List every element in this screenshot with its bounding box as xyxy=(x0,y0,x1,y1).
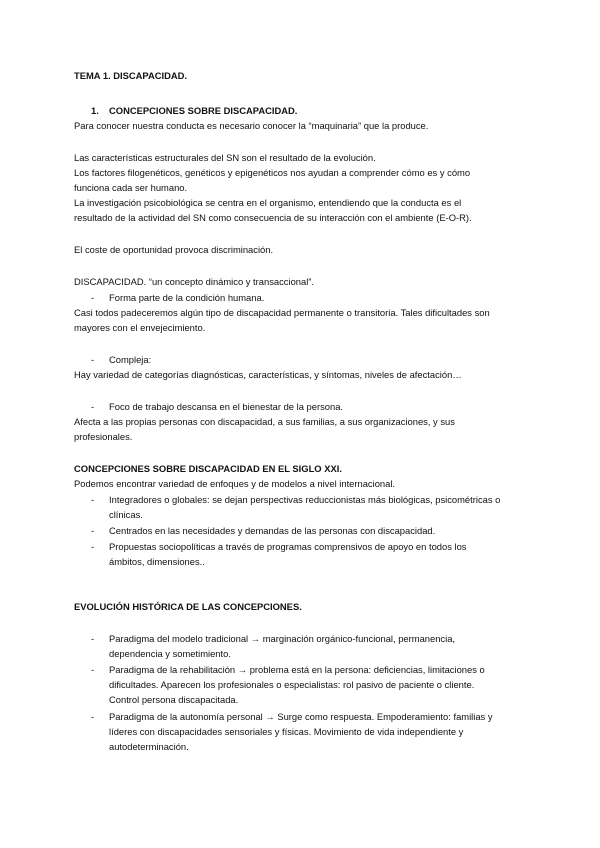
paragraph-line: Las características estructurales del SN son el resultado de la evolución. xyxy=(74,152,376,163)
paragraph-line: profesionales. xyxy=(74,431,133,442)
document-title: TEMA 1. DISCAPACIDAD. xyxy=(74,70,188,81)
paragraph-line: Afecta a las propias personas con discapacidad, a sus familias, a sus organizaciones, y sus xyxy=(74,416,455,427)
paragraph: Podemos encontrar variedad de enfoques y de modelos a nivel internacional. xyxy=(74,478,396,489)
section-heading: CONCEPCIONES SOBRE DISCAPACIDAD EN EL SIGLO XXI. xyxy=(74,463,342,474)
bullet-item-cont: líderes con discapacidades sensoriales y físicas. Movimiento de vida independiente y xyxy=(109,726,464,737)
bullet-item-cont: dificultades. Aparecen los profesionales o especialistas: rol pasivo de paciente o cliente. xyxy=(109,679,475,690)
paragraph-line: Casi todos padeceremos algún tipo de discapacidad permanente o transitoria. Tales dificultades son xyxy=(74,307,490,318)
bullet-dash: - xyxy=(91,711,95,722)
bullet-dash: - xyxy=(91,292,95,303)
section-number: 1. xyxy=(91,105,99,116)
bullet-item: Forma parte de la condición humana. xyxy=(109,292,265,303)
bullet-dash: - xyxy=(91,633,95,644)
bullet-item: Integradores o globales: se dejan perspectivas reduccionistas más biológicas, psicométricas o xyxy=(109,494,501,505)
definition: DISCAPACIDAD. “un concepto dinámico y transaccional”. xyxy=(74,276,315,287)
paragraph-line: mayores con el envejecimiento. xyxy=(74,322,206,333)
bullet-dash: - xyxy=(91,664,95,675)
bullet-dash: - xyxy=(91,354,95,365)
bullet-dash: - xyxy=(91,541,95,552)
bullet-item: Compleja: xyxy=(109,354,152,365)
bullet-dash: - xyxy=(91,401,95,412)
paragraph-line: La investigación psicobiológica se centra en el organismo, entendiendo que la conducta es el xyxy=(74,197,462,208)
section-heading: EVOLUCIÓN HISTÓRICA DE LAS CONCEPCIONES. xyxy=(74,601,302,612)
bullet-item-cont: dependencia y sometimiento. xyxy=(109,648,231,659)
bullet-dash: - xyxy=(91,525,95,536)
bullet-item: Paradigma de la rehabilitación → problema está en la persona: deficiencias, limitaciones o xyxy=(109,664,485,675)
bullet-item-cont: Control persona discapacitada. xyxy=(109,694,239,705)
bullet-item: Paradigma de la autonomía personal → Surge como respuesta. Empoderamiento: familias y xyxy=(109,711,493,722)
paragraph-line: funciona cada ser humano. xyxy=(74,182,188,193)
paragraph-line: Hay variedad de categorías diagnósticas, características, y síntomas, niveles de afectación… xyxy=(74,369,462,380)
bullet-dash: - xyxy=(91,494,95,505)
paragraph-line: Los factores filogenéticos, genéticos y epigenéticos nos ayudan a comprender cómo es y cómo xyxy=(74,167,471,178)
bullet-item-cont: autodeterminación. xyxy=(109,741,189,752)
bullet-item: Paradigma del modelo tradicional → marginación orgánico-funcional, permanencia, xyxy=(109,633,456,644)
bullet-item-cont: clínicas. xyxy=(109,509,143,520)
bullet-item: Centrados en las necesidades y demandas de las personas con discapacidad. xyxy=(109,525,436,536)
bullet-item-cont: ámbitos, dimensiones.. xyxy=(109,556,205,567)
bullet-item: Foco de trabajo descansa en el bienestar de la persona. xyxy=(109,401,344,412)
paragraph-line: resultado de la actividad del SN como consecuencia de su interacción con el ambiente (E-O-R). xyxy=(74,212,472,223)
paragraph: Para conocer nuestra conducta es necesario conocer la “maquinaria” que la produce. xyxy=(74,120,429,131)
paragraph: El coste de oportunidad provoca discriminación. xyxy=(74,244,274,255)
bullet-item: Propuestas sociopolíticas a través de programas comprensivos de apoyo en todos los xyxy=(109,541,467,552)
section-heading: CONCEPCIONES SOBRE DISCAPACIDAD. xyxy=(109,105,298,116)
